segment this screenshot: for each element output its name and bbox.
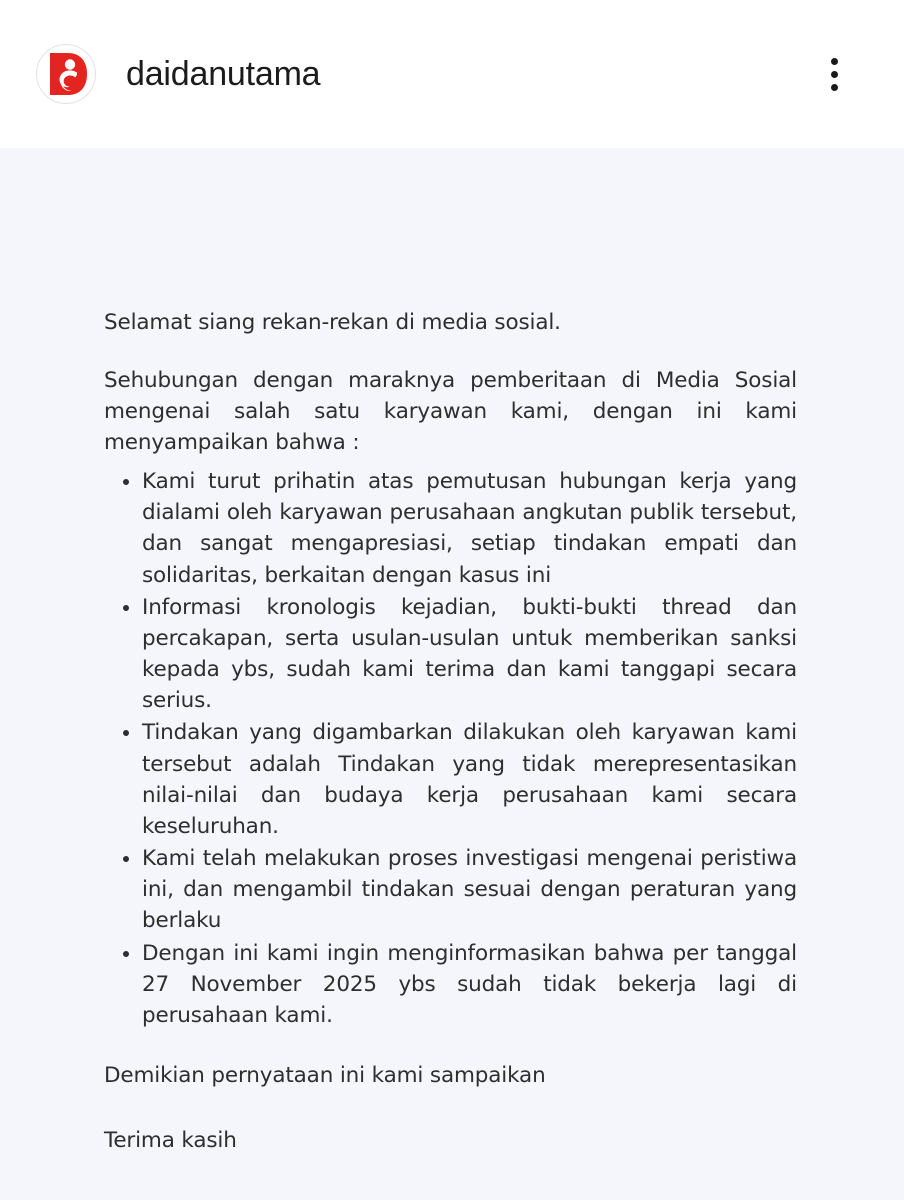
spacer (104, 458, 797, 466)
post-header (0, 0, 904, 148)
statement-signoff: Terima kasih (104, 1127, 237, 1153)
kebab-dot (831, 58, 838, 65)
statement-content (104, 308, 797, 1156)
spacer (104, 339, 797, 365)
statement-greeting: Selamat siang rekan-rekan di media sosial. (104, 310, 561, 335)
list-item: Kami telah melakukan proses investigasi mengenai peristiwa ini, dan mengambil tindakan sesuai dengan peraturan yang berlaku (104, 843, 797, 937)
statement-intro: Sehubungan dengan maraknya pemberitaan di Media Sosial mengenai salah satu karyawan kami, dengan ini kami menyampaikan bahwa : (104, 367, 797, 455)
kebab-dot (831, 71, 838, 78)
avatar[interactable] (36, 44, 96, 104)
daidan-utama-logo-icon (41, 49, 91, 99)
kebab-menu-vertical-icon[interactable] (814, 50, 854, 98)
statement-closing: Demikian pernyataan ini kami sampaikan (104, 1063, 546, 1089)
list-item: Informasi kronologis kejadian, bukti-bukti thread dan percakapan, serta usulan-usulan untuk memberikan sanksi kepada ybs, sudah kami terima dan kami tanggapi secara serius. (104, 592, 797, 717)
account-username[interactable]: daidanutama (126, 54, 321, 93)
list-item: Kami turut prihatin atas pemutusan hubungan kerja yang dialami oleh karyawan perusahaan angkutan publik tersebut, dan sangat mengapresiasi, setiap tindakan empati dan solidaritas, berkaitan dengan kasus ini (104, 466, 797, 591)
list-item: Tindakan yang digambarkan dilakukan oleh karyawan kami tersebut adalah Tindakan yang tidak merepresentasikan nilai-nilai dan budaya kerja perusahaan kami secara keseluruhan. (104, 717, 797, 842)
post-body (0, 148, 904, 1200)
list-item: Dengan ini kami ingin menginformasikan bahwa per tanggal 27 November 2025 ybs sudah tidak bekerja lagi di perusahaan kami. (104, 938, 797, 1032)
kebab-dot (831, 84, 838, 91)
statement-points-list (104, 466, 797, 1031)
